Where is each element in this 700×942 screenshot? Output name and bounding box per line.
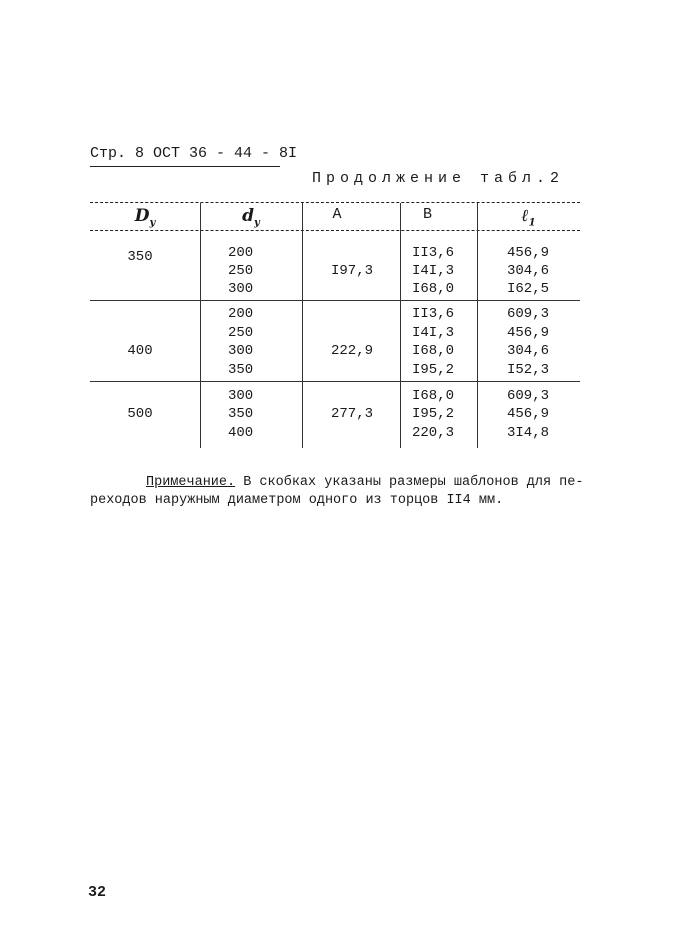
column-header-Dy: $D_y$: [134, 206, 156, 229]
cell-dy: 250: [228, 263, 254, 279]
cell-B: I68,0: [412, 388, 455, 404]
cell-B: I68,0: [412, 281, 455, 297]
cell-dy: 300: [228, 388, 254, 404]
cell-A: 222,9: [330, 343, 373, 359]
cell-l1: 304,6: [507, 343, 550, 359]
cell-l1: 304,6: [507, 263, 550, 279]
cell-A: 277,3: [330, 406, 373, 422]
cell-D: 400: [127, 343, 153, 359]
cell-l1: I62,5: [507, 281, 550, 297]
cell-dy: 400: [228, 425, 254, 441]
cell-l1: 609,3: [507, 388, 550, 404]
note-text-line1: В скобках указаны размеры шаблонов для пе-: [235, 475, 584, 490]
cell-B: I4I,3: [412, 263, 455, 279]
table-note: [90, 474, 584, 510]
cell-D: 350: [127, 249, 153, 265]
note-label: Примечание.: [146, 475, 236, 490]
cell-B: I95,2: [412, 362, 455, 378]
cell-A: I97,3: [330, 263, 373, 279]
column-header-l1: ℓ$_1$: [521, 206, 536, 229]
cell-B: I68,0: [412, 343, 455, 359]
cell-D: 500: [127, 406, 153, 422]
column-header-A: A: [332, 206, 342, 223]
cell-l1: I52,3: [507, 362, 550, 378]
note-text-line2: реходов наружным диаметром одного из торцов II4 мм.: [90, 493, 504, 508]
cell-dy: 200: [228, 306, 254, 322]
cell-l1: 609,3: [507, 306, 550, 322]
cell-dy: 300: [228, 343, 254, 359]
header-underline: [90, 166, 280, 167]
page-number: 32: [88, 884, 107, 901]
column-header-B: B: [422, 206, 432, 223]
column-header-dy: $d_y$: [242, 206, 260, 229]
column-divider-1: [200, 203, 201, 448]
cell-l1: 456,9: [507, 245, 550, 261]
group-separator-2: [90, 381, 580, 382]
cell-dy: 350: [228, 362, 254, 378]
cell-l1: 456,9: [507, 406, 550, 422]
cell-dy: 300: [228, 281, 254, 297]
cell-l1: 456,9: [507, 325, 550, 341]
table-top-rule: [90, 202, 580, 203]
cell-l1: 3I4,8: [507, 425, 550, 441]
group-separator-1: [90, 300, 580, 301]
column-divider-4: [477, 203, 478, 448]
table-header-rule: [90, 230, 580, 231]
page-header: Стр. 8 ОСТ 36 - 44 - 8I: [90, 145, 298, 162]
cell-dy: 200: [228, 245, 254, 261]
cell-B: II3,6: [412, 306, 455, 322]
cell-dy: 250: [228, 325, 254, 341]
cell-B: II3,6: [412, 245, 455, 261]
cell-B: I95,2: [412, 406, 455, 422]
table-continuation-title: Продолжение табл.2: [312, 170, 565, 187]
cell-dy: 350: [228, 406, 254, 422]
cell-B: I4I,3: [412, 325, 455, 341]
cell-B: 220,3: [412, 425, 455, 441]
